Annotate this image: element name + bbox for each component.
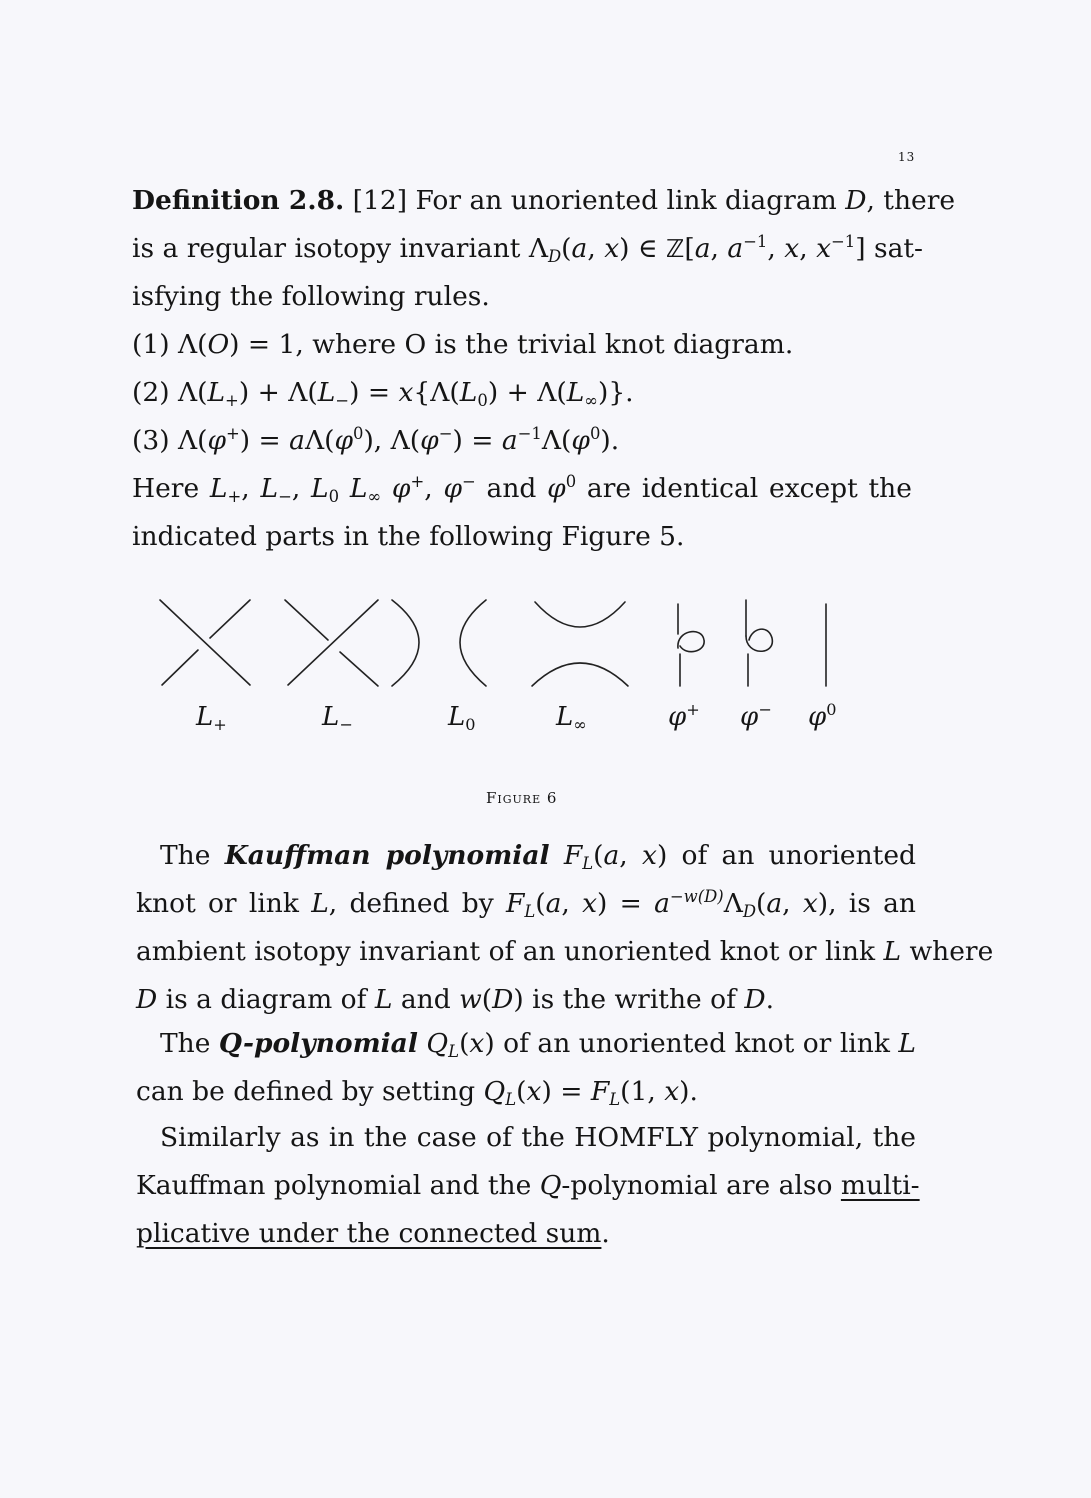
kauffman-line-1: The Kauffman polynomial $F_L(a$, x) of an unoriented <box>160 840 916 873</box>
similarly-line-2: Kauffman polynomial and the Q-polynomial are also multi- <box>136 1170 920 1201</box>
diagram-l-minus <box>285 600 378 686</box>
diagram-l-infinity <box>532 602 628 686</box>
figure-diagrams <box>150 590 850 700</box>
here-line-2: indicated parts in the following Figure 5. <box>132 521 685 552</box>
label-phi-minus: φ− <box>740 700 772 732</box>
similarly-line-3: plicative under the connected sum. <box>136 1218 610 1249</box>
definition-line-1: Definition 2.8. [12] For an unoriented link diagram D, there <box>132 185 956 216</box>
definition-line-2: is a regular isotopy invariant $\Lambda_D(a$, x) ∈ ℤ[a, $a^{-1}$, x, $x^{-1}$] sat- <box>132 231 923 266</box>
label-l-minus: $L_-$ <box>322 702 353 734</box>
definition-title: Definition 2.8. <box>132 185 345 216</box>
rule-3: (3) $\Lambda(\varphi^+) = a\Lambda(\varphi^0)$, $\Lambda(\varphi^-) = a^{-1}\Lambda(\varphi^0)$. <box>132 423 620 456</box>
rule-1: (1) Λ(O) = 1, where O is the trivial knot diagram. <box>132 329 794 360</box>
figure-caption: Figure 6 <box>486 789 558 807</box>
kauffman-line-3: ambient isotopy invariant of an unoriented knot or link L where <box>136 936 994 967</box>
definition-line-3: isfying the following rules. <box>132 281 490 312</box>
diagram-phi-plus <box>678 604 704 686</box>
label-phi-zero: $\varphi^0$ <box>808 700 837 732</box>
underlined-text: multi- <box>840 1170 920 1201</box>
rule-2: (2) $\Lambda(L_+) + \Lambda(L_-) = x\{\Lambda(L_0) + \Lambda(L_\infty)\}$. <box>132 377 634 410</box>
qpoly-line-2: can be defined by setting $Q_L(x) = F_L(1$, x). <box>136 1076 698 1109</box>
label-l-infinity: $L_\infty$ <box>556 702 587 734</box>
qpoly-line-1: The Q-polynomial $Q_L(x)$ of an unoriented knot or link L <box>160 1028 916 1061</box>
similarly-line-1: Similarly as in the case of the HOMFLY polynomial, the <box>160 1122 916 1153</box>
label-l-plus: $L_+$ <box>196 702 227 734</box>
diagram-l-zero <box>392 600 486 686</box>
label-l-zero: $L_0$ <box>448 702 476 734</box>
underlined-text: plicative under the connected sum <box>136 1218 602 1249</box>
page-number: 13 <box>898 150 916 164</box>
diagram-phi-minus <box>746 600 772 686</box>
here-line-1: Here $L_+$, $L_-$, $L_0$ $L_\infty$ φ+, φ− and $\varphi^0$ are identical except the <box>132 471 912 506</box>
label-phi-plus: φ+ <box>668 700 700 732</box>
kauffman-line-2: knot or link L, defined by $F_L(a$, $x) = a^{-w(D)}\Lambda_D(a$, x), is an <box>136 886 916 921</box>
diagram-l-plus <box>160 600 250 685</box>
kauffman-line-4: D is a diagram of L and w(D) is the writhe of D. <box>136 984 774 1015</box>
